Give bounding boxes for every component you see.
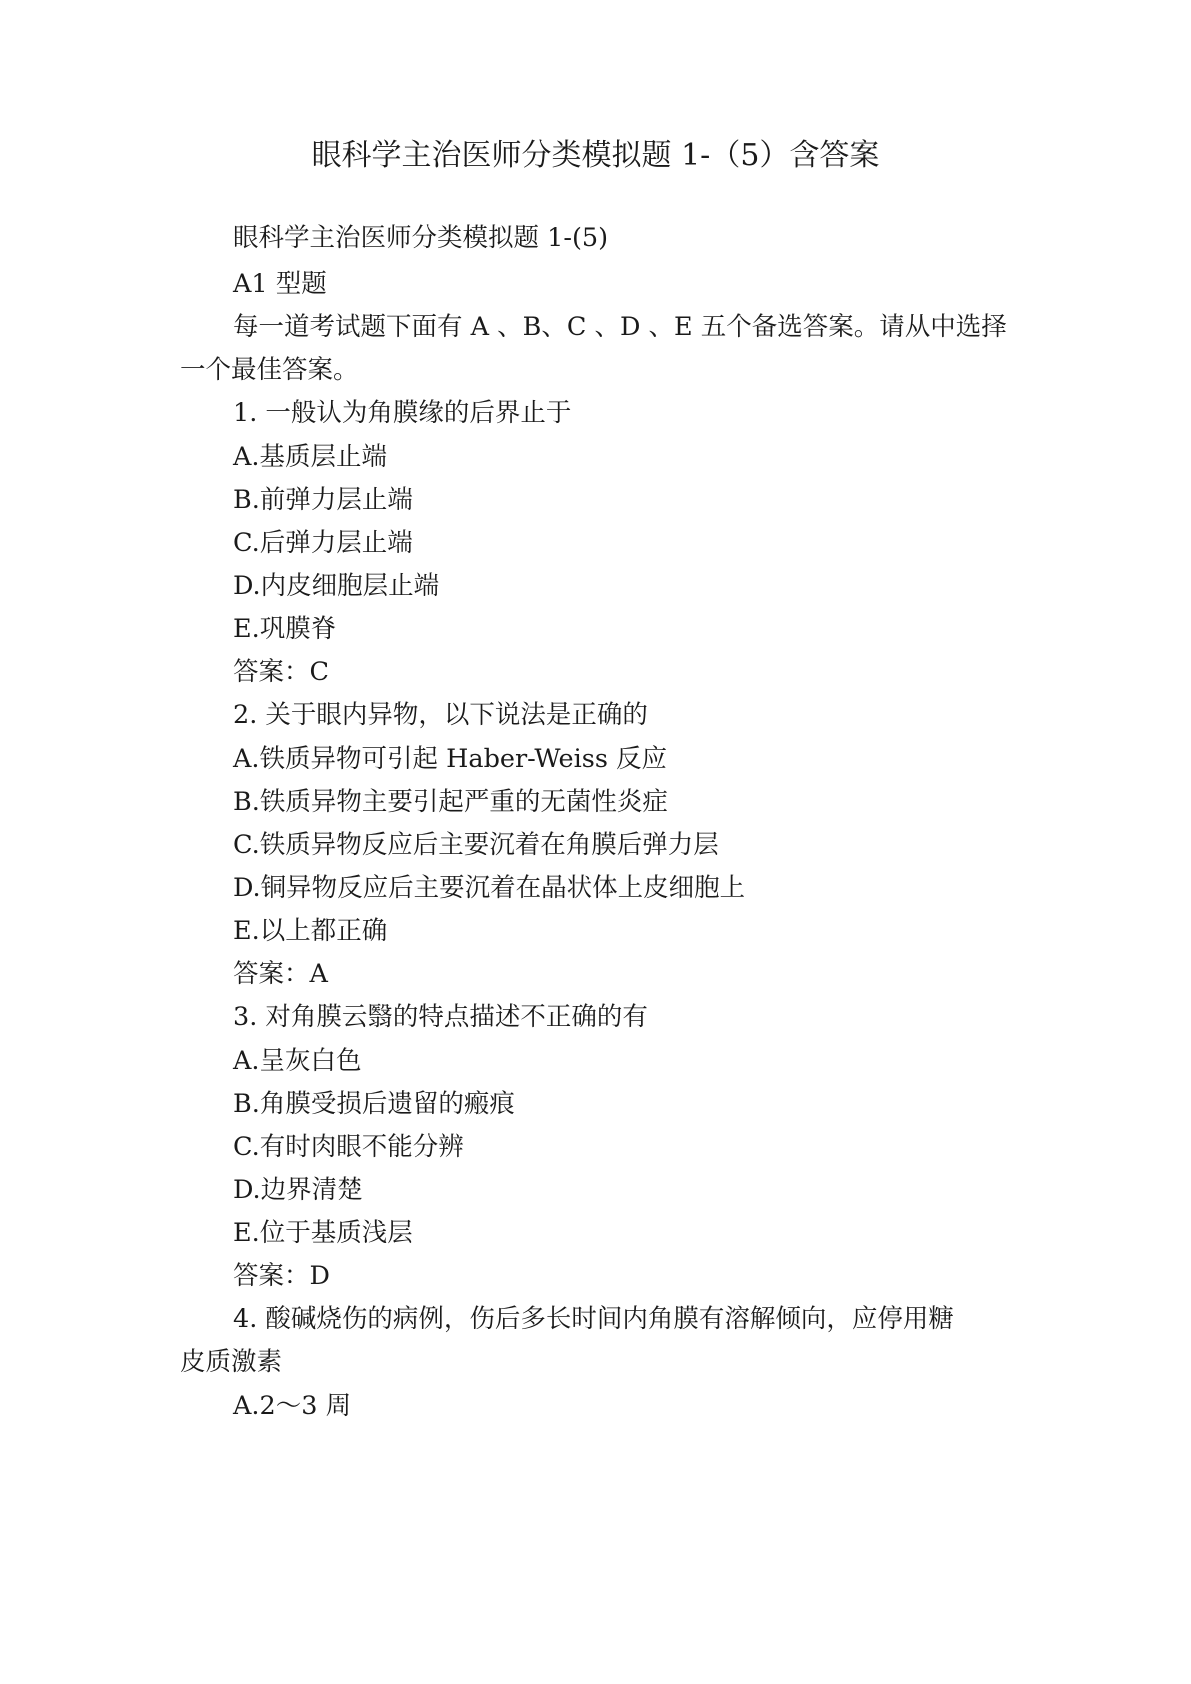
instructions-line-1: 每一道考试题下面有 A 、B、C 、D 、E 五个备选答案。请从中选择 <box>233 312 1007 342</box>
question-3-option-d: D.边界清楚 <box>233 1175 363 1205</box>
question-4-option-a: A.2～3 周 <box>233 1391 352 1421</box>
question-2-option-b: B.铁质异物主要引起严重的无菌性炎症 <box>233 787 668 817</box>
question-1-option-d: D.内皮细胞层止端 <box>233 571 440 601</box>
document-title: 眼科学主治医师分类模拟题 1-（5）含答案 <box>311 138 880 173</box>
question-4-stem-line-2: 皮质激素 <box>180 1347 283 1377</box>
document-subtitle: 眼科学主治医师分类模拟题 1-(5) <box>233 223 609 253</box>
question-2-option-e: E.以上都正确 <box>233 916 388 946</box>
question-3-answer: 答案：D <box>233 1261 330 1291</box>
section-heading: A1 型题 <box>233 269 327 299</box>
question-3-option-c: C.有时肉眼不能分辨 <box>233 1132 464 1162</box>
question-1-option-b: B.前弹力层止端 <box>233 485 413 515</box>
question-3-option-e: E.位于基质浅层 <box>233 1218 413 1248</box>
question-1-answer: 答案：C <box>233 657 330 687</box>
question-3-stem: 3. 对角膜云翳的特点描述不正确的有 <box>233 1002 648 1032</box>
question-1-option-c: C.后弹力层止端 <box>233 528 413 558</box>
question-1-option-e: E.巩膜脊 <box>233 614 337 644</box>
question-2-stem: 2. 关于眼内异物，以下说法是正确的 <box>233 700 648 730</box>
question-3-option-a: A.呈灰白色 <box>233 1046 362 1076</box>
question-2-option-a: A.铁质异物可引起 Haber-Weiss 反应 <box>233 744 668 774</box>
instructions-line-2: 一个最佳答案。 <box>180 355 359 385</box>
question-2-answer: 答案：A <box>233 959 328 989</box>
question-1-stem: 1. 一般认为角膜缘的后界止于 <box>233 398 572 428</box>
question-3-option-b: B.角膜受损后遗留的瘢痕 <box>233 1089 515 1119</box>
question-2-option-d: D.铜异物反应后主要沉着在晶状体上皮细胞上 <box>233 873 746 903</box>
question-1-option-a: A.基质层止端 <box>233 442 388 472</box>
question-4-stem-line-1: 4. 酸碱烧伤的病例，伤后多长时间内角膜有溶解倾向，应停用糖 <box>233 1304 954 1334</box>
question-2-option-c: C.铁质异物反应后主要沉着在角膜后弹力层 <box>233 830 719 860</box>
